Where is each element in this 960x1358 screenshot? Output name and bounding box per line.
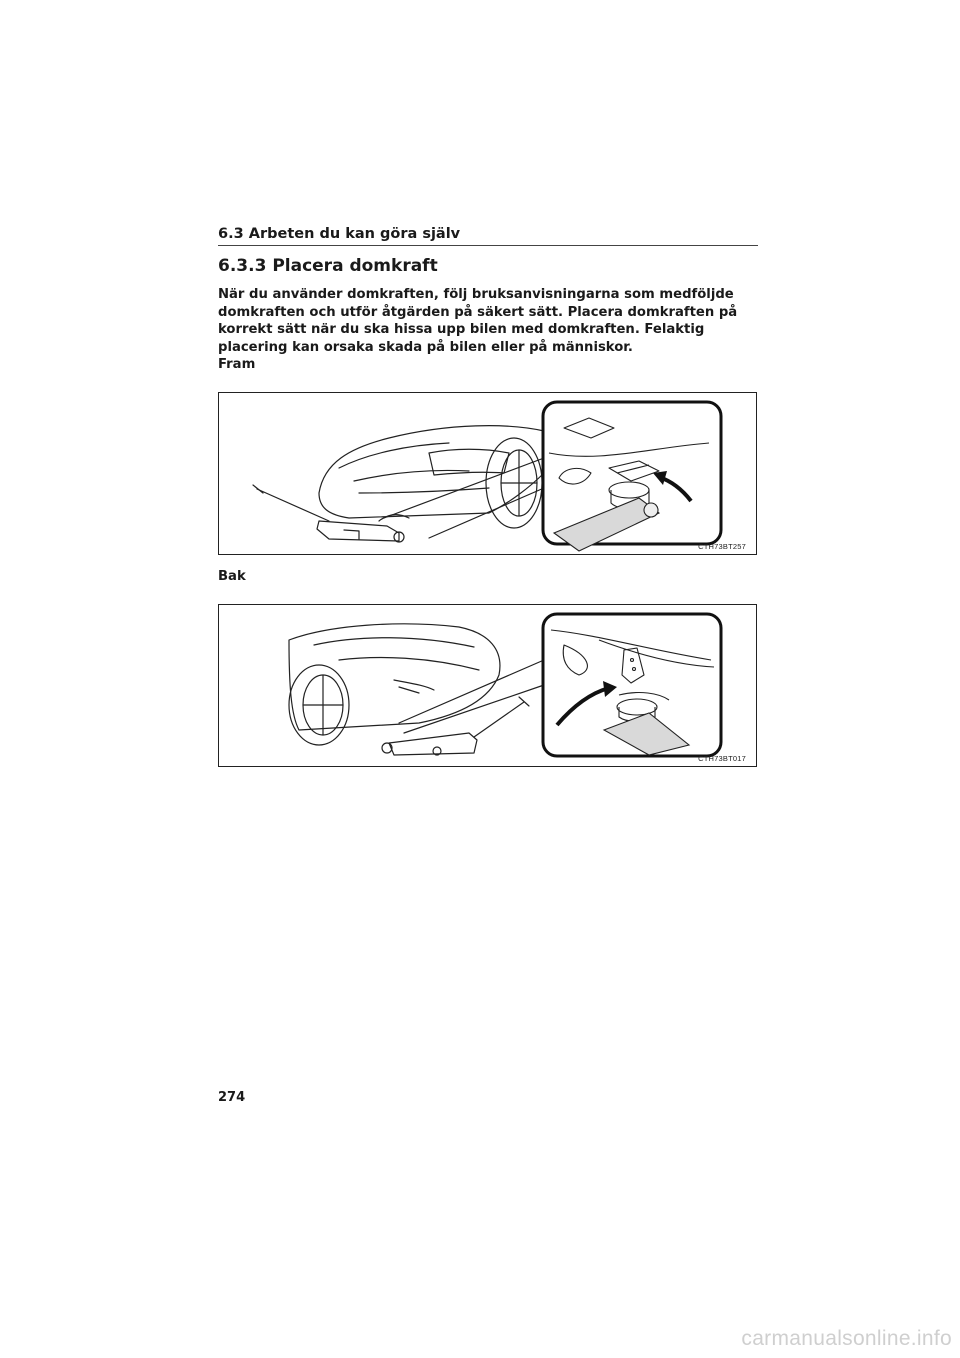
- figure-front-jack-placement: [218, 392, 757, 555]
- header-divider: [218, 245, 758, 246]
- section-header: 6.3 Arbeten du kan göra själv: [218, 226, 461, 242]
- intro-paragraph: När du använder domkraften, följ bruksanvisningarna som medföljde domkraften och utför åtgärden på säkert sätt. Placera domkraften på korrekt sätt när du ska hissa upp bilen med domkraften. Felaktig placering kan orsaka skada på bilen eller på människor.: [218, 287, 738, 355]
- figure-rear-jack-placement: [218, 604, 757, 767]
- figure-code-rear: CTH73BT017: [698, 754, 746, 763]
- page-number: 274: [218, 1090, 246, 1105]
- rear-jack-illustration: [219, 605, 757, 767]
- front-jack-illustration: [219, 393, 757, 555]
- subsection-title: 6.3.3 Placera domkraft: [218, 256, 438, 276]
- watermark: carmanualsonline.info: [741, 1327, 952, 1350]
- figure-label-rear: Bak: [218, 569, 246, 584]
- figure-code-front: CTH73BT257: [698, 542, 746, 551]
- figure-label-front: Fram: [218, 357, 256, 372]
